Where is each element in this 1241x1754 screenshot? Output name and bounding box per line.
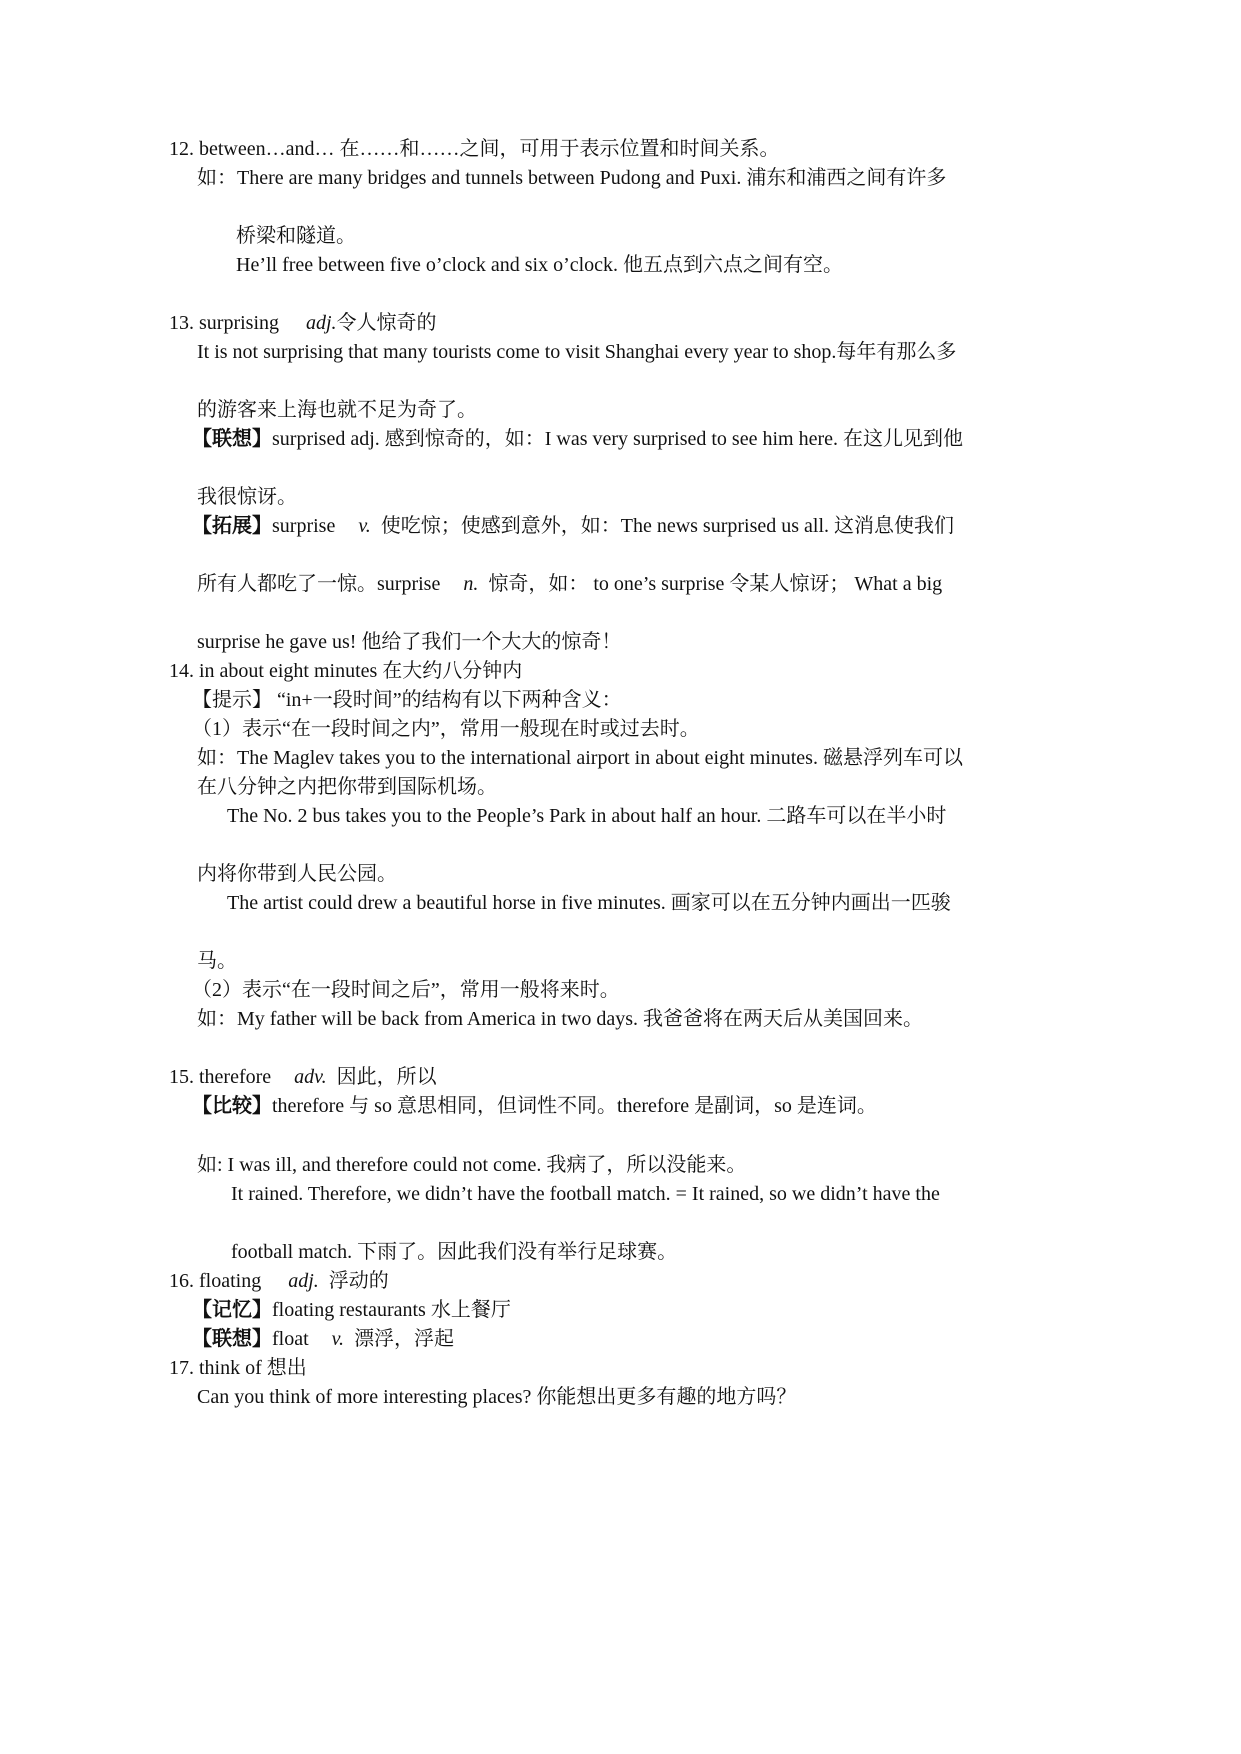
association-word-16: float (272, 1328, 309, 1350)
comparison-tag: 【比较】 (192, 1095, 272, 1117)
entry-12-example-1-cont: 桥梁和隧道。 (236, 225, 356, 247)
entry-13-gloss: 令人惊奇的 (336, 312, 437, 334)
entry-16-word: 16. floating (169, 1270, 262, 1292)
extension-tag: 【拓展】 (192, 515, 272, 537)
extension-noun-pos: n. (463, 573, 479, 595)
entry-14-example-2: The No. 2 bus takes you to the People’s Park in about half an hour. 二路车可以在半小时 (227, 805, 947, 827)
entry-16-pos: adj. (288, 1270, 319, 1292)
entry-13-association-cont: 我很惊讶。 (197, 486, 297, 508)
entry-13-word: 13. surprising (169, 312, 279, 334)
memory-tag: 【记忆】 (192, 1299, 272, 1321)
entry-14-example-3-cont: 马。 (197, 950, 237, 972)
entry-15-comparison (192, 1093, 877, 1119)
entry-16-association (192, 1326, 454, 1352)
entry-15-example-1: 如: I was ill, and therefore could not come. 我病了，所以没能来。 (197, 1154, 747, 1176)
entry-13-association (192, 426, 963, 452)
entry-13-example-1: It is not surprising that many tourists come to visit Shanghai every year to shop.每年有那么多 (197, 341, 957, 363)
memory-text: floating restaurants 水上餐厅 (272, 1299, 511, 1321)
entry-13-example-1-cont: 的游客来上海也就不足为奇了。 (197, 399, 477, 421)
entry-16-gloss: 浮动的 (328, 1270, 389, 1292)
extension-text: 使吃惊；使感到意外，如：The news surprised us all. 这消息使我们 (380, 515, 955, 537)
entry-14-example-1: 如：The Maglev takes you to the international airport in about eight minutes. 磁悬浮列车可以 (197, 747, 963, 769)
entry-14-heading: 14. in about eight minutes 在大约八分钟内 (169, 660, 523, 682)
entry-14-example-3: The artist could drew a beautiful horse in five minutes. 画家可以在五分钟内画出一匹骏 (227, 892, 951, 914)
entry-15-word: 15. therefore (169, 1066, 272, 1088)
association-tag: 【联想】 (192, 428, 272, 450)
entry-16-heading (169, 1268, 389, 1294)
extension-pos: v. (358, 515, 371, 537)
entry-14-sense-2: （2）表示“在一段时间之后”，常用一般将来时。 (192, 979, 620, 1001)
entry-13-heading (169, 310, 437, 336)
entry-13-extension-cont: surprise he gave us! 他给了我们一个大大的惊奇！ (197, 631, 622, 653)
entry-16-memory (192, 1297, 511, 1323)
association-pos-16: v. (331, 1328, 345, 1350)
comparison-text: therefore 与 so 意思相同，但词性不同。therefore 是副词，so 是连词。 (272, 1095, 877, 1117)
entry-17-example-1: Can you think of more interesting places? 你能想出更多有趣的地方吗？ (197, 1386, 797, 1408)
entry-12-example-2: He’ll free between five o’clock and six o’clock. 他五点到六点之间有空。 (236, 254, 844, 276)
entry-13-pos: adj. (306, 312, 337, 334)
entry-14-sense-1: （1）表示“在一段时间之内”，常用一般现在时或过去时。 (192, 718, 700, 740)
entry-12-heading: 12. between…and… 在……和……之间，可用于表示位置和时间关系。 (169, 138, 780, 160)
entry-14-example-4: 如：My father will be back from America in two days. 我爸爸将在两天后从美国回来。 (197, 1008, 923, 1030)
entry-13-extension (192, 513, 954, 539)
entry-13-extension-noun: 所有人都吃了一惊。surprise n. 惊奇，如： to one’s surprise 令某人惊讶； What a big (197, 573, 943, 595)
entry-15-example-2-cont: football match. 下雨了。因此我们没有举行足球赛。 (231, 1241, 678, 1263)
entry-15-example-2: It rained. Therefore, we didn’t have the football match. = It rained, so we didn’t have the (231, 1183, 940, 1205)
extension-word: surprise (272, 515, 336, 537)
entry-12-example-1: 如：There are many bridges and tunnels between Pudong and Puxi. 浦东和浦西之间有许多 (197, 167, 947, 189)
entry-14-example-2-cont: 内将你带到人民公园。 (197, 863, 397, 885)
entry-14-tip: 【提示】 “in+一段时间”的结构有以下两种含义： (192, 689, 622, 711)
association-gloss-16: 漂浮，浮起 (354, 1328, 455, 1350)
association-tag-16: 【联想】 (192, 1328, 272, 1350)
entry-15-pos: adv. (294, 1066, 327, 1088)
entry-17-heading: 17. think of 想出 (169, 1357, 307, 1379)
entry-14-example-1-cont: 在八分钟之内把你带到国际机场。 (197, 776, 497, 798)
entry-15-heading (169, 1064, 437, 1090)
association-text: surprised adj. 感到惊奇的，如：I was very surprised to see him here. 在这儿见到他 (272, 428, 963, 450)
entry-15-gloss: 因此，所以 (336, 1066, 437, 1088)
